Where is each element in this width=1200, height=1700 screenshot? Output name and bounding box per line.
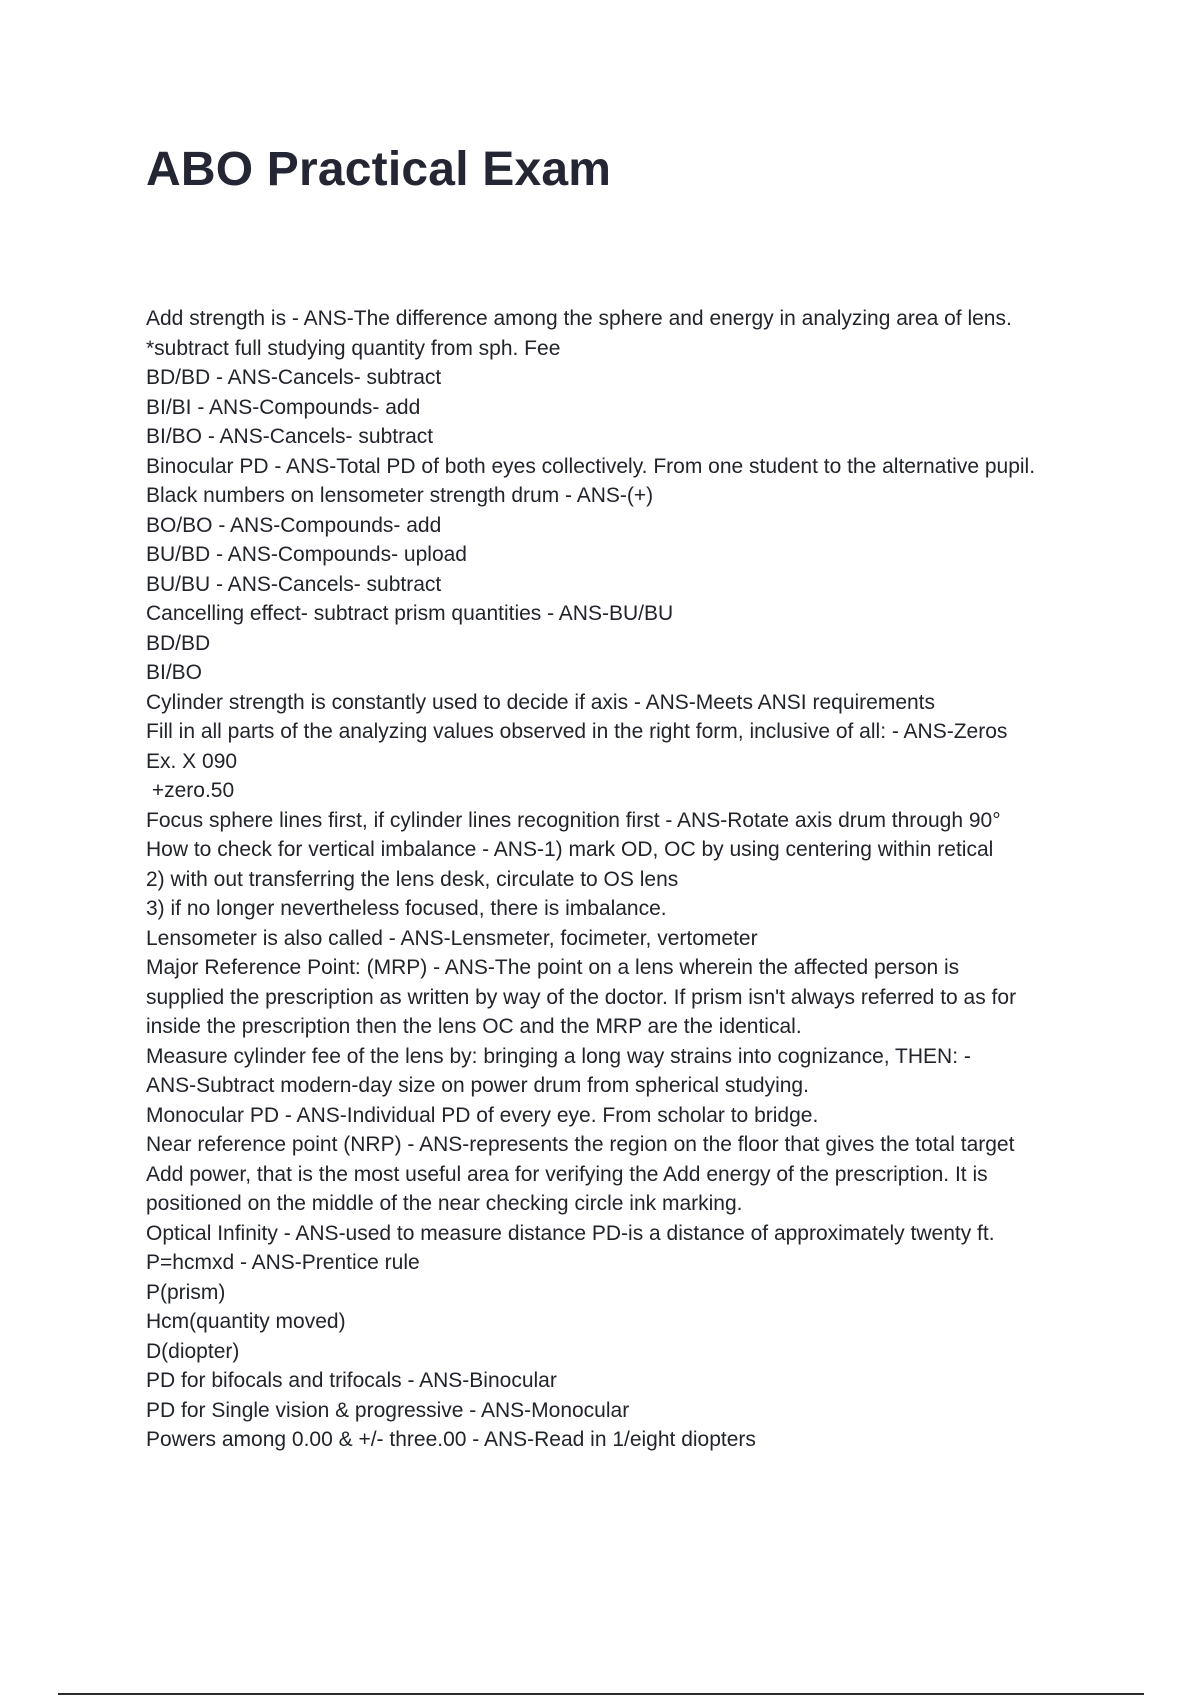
text-line: ANS-Subtract modern-day size on power drum from spherical studying. <box>146 1074 809 1097</box>
text-line: BU/BD - ANS-Compounds- upload <box>146 543 467 566</box>
text-line: BD/BD - ANS-Cancels- subtract <box>146 366 442 389</box>
text-line: Measure cylinder fee of the lens by: bringing a long way strains into cognizance, THEN: - <box>146 1044 971 1068</box>
text-line: Focus sphere lines first, if cylinder lines recognition first - ANS-Rotate axis drum through 90° <box>146 808 1001 832</box>
text-line: positioned on the middle of the near checking circle ink marking. <box>146 1192 743 1215</box>
text-line: Add power, that is the most useful area for verifying the Add energy of the prescription. It is <box>146 1162 988 1186</box>
text-line: D(diopter) <box>146 1339 240 1363</box>
text-line: Binocular PD - ANS-Total PD of both eyes collectively. From one student to the alternative pupil. <box>146 454 1036 478</box>
text-line: Monocular PD - ANS-Individual PD of every eye. From scholar to bridge. <box>146 1103 819 1127</box>
text-line: P=hcmxd - ANS-Prentice rule <box>146 1251 420 1274</box>
text-line: 2) with out transferring the lens desk, circulate to OS lens <box>146 867 679 891</box>
text-line: Optical Infinity - ANS-used to measure distance PD-is a distance of approximately twenty ft. <box>146 1221 995 1245</box>
text-line: *subtract full studying quantity from sph. Fee <box>146 336 561 360</box>
text-line: supplied the prescription as written by way of the doctor. If prism isn't always referred to as for <box>146 985 1017 1009</box>
text-line: Cylinder strength is constantly used to decide if axis - ANS-Meets ANSI requirements <box>146 690 936 714</box>
text-line: PD for bifocals and trifocals - ANS-Binocular <box>146 1369 557 1392</box>
text-line: Black numbers on lensometer strength drum - ANS-(+) <box>146 484 654 507</box>
text-line: 3) if no longer nevertheless focused, there is imbalance. <box>146 897 667 920</box>
text-line: BU/BU - ANS-Cancels- subtract <box>146 572 442 596</box>
text-line: Cancelling effect- subtract prism quantities - ANS-BU/BU <box>146 602 674 625</box>
text-line: Near reference point (NRP) - ANS-represents the region on the floor that gives the total target <box>146 1133 1015 1156</box>
text-line: +zero.50 <box>146 779 235 802</box>
text-line: Lensometer is also called - ANS-Lensmeter, focimeter, vertometer <box>146 926 758 950</box>
footer-divider <box>58 1693 1144 1695</box>
text-line: BI/BO <box>146 661 203 684</box>
text-line: BD/BD <box>146 631 211 655</box>
page-title: ABO Practical Exam <box>146 143 612 196</box>
text-line: Add strength is - ANS-The difference among the sphere and energy in analyzing area of lens. <box>146 307 1012 330</box>
text-line: PD for Single vision & progressive - ANS-Monocular <box>146 1398 630 1422</box>
text-line: Fill in all parts of the analyzing values observed in the right form, inclusive of all: - ANS-Zeros <box>146 720 1008 743</box>
text-line: How to check for vertical imbalance - ANS-1) mark OD, OC by using centering within retical <box>146 838 994 861</box>
text-line: inside the prescription then the lens OC and the MRP are the identical. <box>146 1015 802 1038</box>
text-line: Major Reference Point: (MRP) - ANS-The point on a lens wherein the affected person is <box>146 956 960 979</box>
document-body <box>146 304 1106 1455</box>
text-line: P(prism) <box>146 1280 226 1304</box>
text-line: BI/BI - ANS-Compounds- add <box>146 395 421 419</box>
text-line: Powers among 0.00 & +/- three.00 - ANS-Read in 1/eight diopters <box>146 1428 756 1451</box>
text-line: Hcm(quantity moved) <box>146 1310 346 1333</box>
text-line: Ex. X 090 <box>146 749 238 773</box>
text-line: BO/BO - ANS-Compounds- add <box>146 513 442 537</box>
text-line: BI/BO - ANS-Cancels- subtract <box>146 425 434 448</box>
